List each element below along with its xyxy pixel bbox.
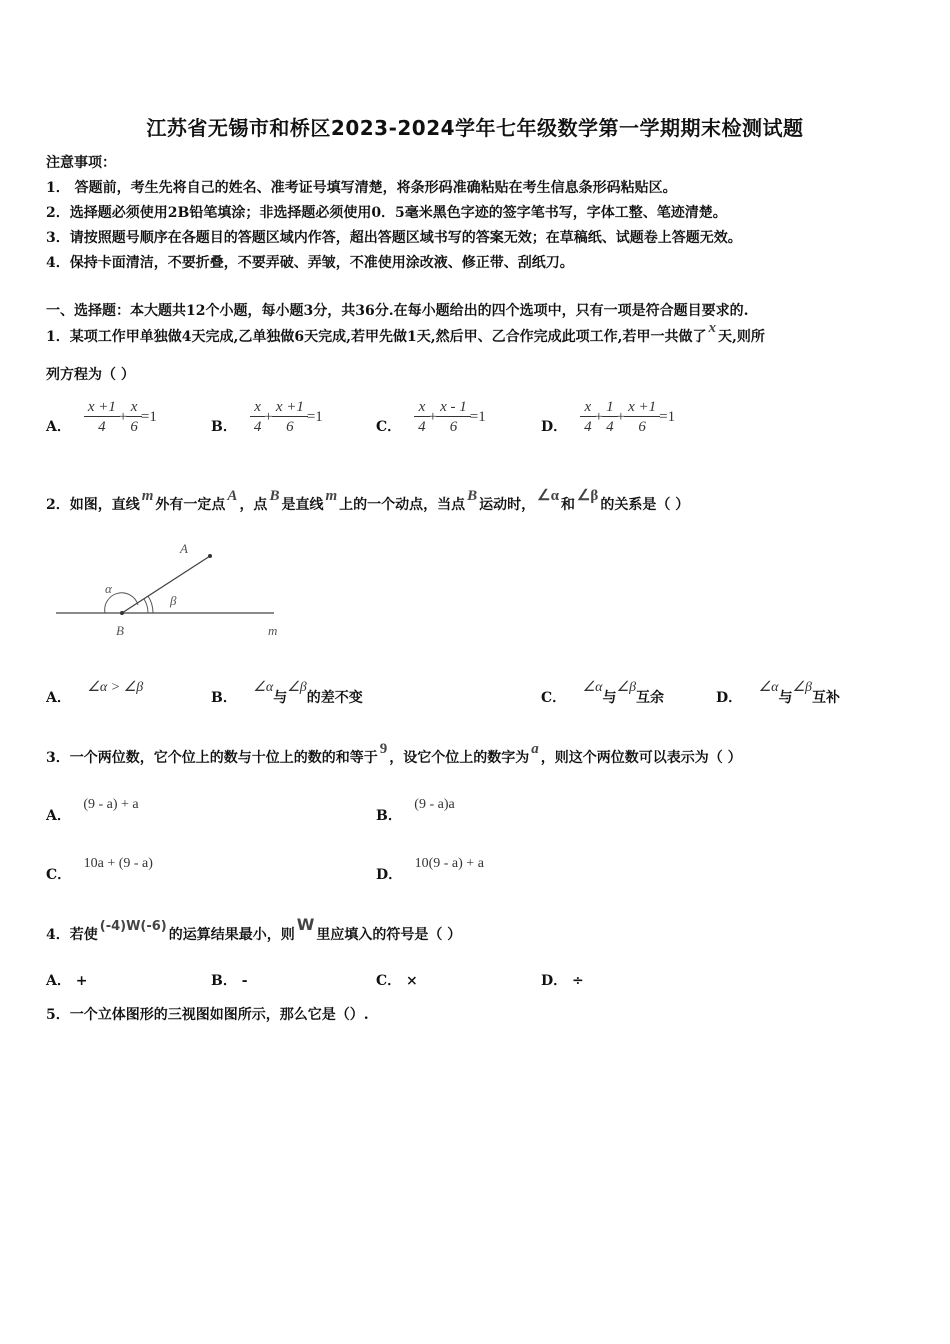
q1-option-c[interactable] (376, 398, 486, 437)
label-m: m (268, 623, 278, 638)
var-w: W (296, 915, 315, 934)
equals: =1 (306, 409, 323, 425)
question-3-stem: 3．一个两位数，它个位上的数与十位上的数的和等于9，设它个位上的数字为a，则这个两位数可以表示为（ ） (46, 741, 742, 766)
arc-beta-2 (148, 596, 153, 613)
option-expr: 10a + (9 - a) (83, 856, 153, 871)
notice-item-2: 2．选择题必须使用2B铅笔填涂；非选择题必须使用0．5毫米黑色字迹的签字笔书写，字体工整、笔迹清楚。 (46, 205, 727, 221)
var-m: m (325, 488, 338, 504)
equals: =1 (659, 409, 676, 425)
notice-item-4: 4．保持卡面清洁，不要折叠，不要弄破、弄皱，不准使用涂改液、修正带、刮纸刀。 (46, 255, 574, 271)
q1-option-b[interactable] (211, 398, 323, 437)
point-b (120, 611, 124, 615)
angle-beta: ∠β (576, 488, 599, 504)
option-expr: 10(9 - a) + a (414, 856, 484, 871)
question-5-stem: 5．一个立体图形的三视图如图所示，那么它是（）. (46, 1007, 369, 1023)
notice-item-1: 1． 答题前，考生先将自己的姓名、准考证号填写清楚，将条形码准确粘贴在考生信息条形码粘贴区。 (46, 180, 677, 196)
var-b: B (467, 488, 478, 504)
q2-option-c[interactable]: C． ∠α与∠β互余 (541, 680, 665, 706)
fraction: $\frac{x}{4}$ (416, 398, 428, 437)
option-label: C． (376, 418, 402, 435)
equals: =1 (140, 409, 157, 425)
q1-var-x: x (708, 320, 716, 336)
page-title: 江苏省无锡市和桥区2023-2024学年七年级数学第一学期期末检测试题 (146, 116, 804, 140)
value-nine: 9 (379, 741, 388, 757)
notice-heading: 注意事项： (46, 155, 116, 171)
operation-expr: (-4)W(-6) (99, 919, 167, 934)
q1-text-b: 天,则所 (717, 329, 765, 345)
label-b: B (116, 623, 124, 638)
q4-option-d[interactable]: D． ÷ (541, 973, 584, 989)
fraction: $\frac{x - 1}{6}$ (438, 398, 469, 437)
section-heading: 一、选择题：本大题共12个小题，每小题3分，共36分.在每小题给出的四个选项中，只有一项是符合题目要求的. (46, 303, 749, 319)
operator: + (594, 409, 604, 425)
fraction: $\frac{1}{4}$ (604, 398, 616, 437)
question-2-stem: 2．如图，直线m外有一定点A，点B是直线m上的一个动点，当点B运动时，∠α和∠β的关系是（ ） (46, 488, 690, 513)
q2-figure (50, 535, 290, 645)
q1-text-a: 1．某项工作甲单独做4天完成,乙单独做6天完成,若甲先做1天,然后甲、乙合作完成此项工作,若甲一共做了 (46, 329, 707, 345)
notice-item-3: 3．请按照题号顺序在各题目的答题区域内作答，超出答题区域书写的答案无效；在草稿纸、试题卷上答题无效。 (46, 230, 742, 246)
q4-option-a[interactable]: A． + (46, 973, 88, 989)
point-a (208, 554, 212, 558)
q4-option-c[interactable]: C． × (376, 973, 418, 989)
operator: + (428, 409, 438, 425)
var-a: a (531, 741, 539, 757)
fraction: $\frac{x +1}{4}$ (86, 398, 118, 437)
q3-option-b[interactable]: B． (9 - a)a (376, 797, 455, 824)
operator: + (616, 409, 626, 425)
operator: + (264, 409, 273, 425)
equals: =1 (469, 409, 486, 425)
q4-option-b[interactable]: B． - (211, 973, 248, 989)
q2-option-b[interactable]: B． ∠α与∠β的差不变 (211, 680, 363, 706)
var-b: B (269, 488, 280, 504)
question-4-stem: 4．若使(-4)W(-6)的运算结果最小，则W里应填入的符号是（ ） (46, 915, 462, 943)
fraction: $\frac{x}{4}$ (252, 398, 264, 437)
fraction: $\frac{x +1}{6}$ (274, 398, 306, 437)
operator: + (118, 409, 128, 425)
option-label: B． (211, 418, 237, 435)
q3-option-a[interactable]: A． (9 - a) + a (46, 797, 139, 824)
var-a: A (227, 488, 238, 504)
option-label: A． (46, 418, 71, 435)
q1-option-d[interactable] (541, 398, 675, 437)
q2-option-d[interactable]: D． ∠α与∠β互补 (716, 680, 841, 706)
option-label: D． (541, 418, 568, 435)
label-a: A (180, 541, 188, 556)
option-expr: (9 - a)a (414, 797, 455, 812)
option-expr: (9 - a) + a (83, 797, 139, 812)
question-1-stem-line2: 列方程为（ ） (46, 367, 135, 383)
label-beta: β (170, 593, 177, 608)
q1-option-a[interactable] (46, 398, 157, 437)
fraction: $\frac{x}{6}$ (128, 398, 140, 437)
fraction: $\frac{x}{4}$ (582, 398, 594, 437)
option-expr: ∠α > ∠β (87, 680, 144, 695)
q3-option-c[interactable]: C． 10a + (9 - a) (46, 856, 153, 883)
q3-option-d[interactable]: D． 10(9 - a) + a (376, 856, 484, 883)
fraction: $\frac{x +1}{6}$ (626, 398, 658, 437)
ray-ba (122, 556, 210, 613)
var-m: m (141, 488, 154, 504)
label-alpha: α (105, 581, 112, 596)
question-1-stem (46, 320, 765, 346)
angle-alpha: ∠α (537, 488, 559, 504)
arc-beta-1 (144, 599, 148, 613)
q2-option-a[interactable]: A． ∠α > ∠β (46, 680, 144, 706)
